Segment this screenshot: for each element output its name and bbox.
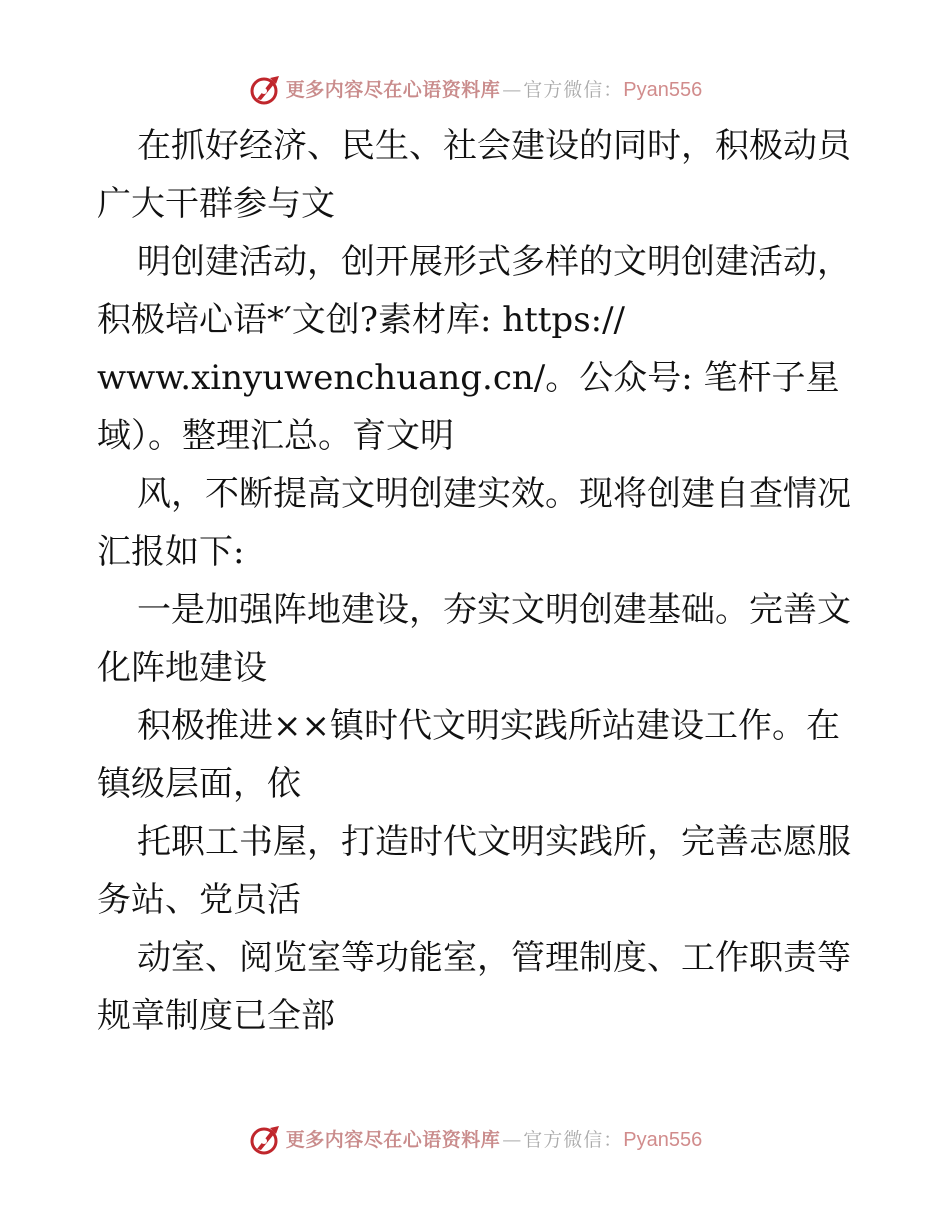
- body-line: 规章制度已全部: [97, 996, 335, 1036]
- quill-logo-icon: [248, 1123, 282, 1157]
- body-line: 风，不断提高文明创建实效。现将创建自查情况: [137, 474, 851, 514]
- wechat-handle: Pyan556: [623, 1129, 703, 1151]
- quill-logo-icon: [248, 73, 282, 107]
- site-slogan: 更多内容尽在心语资料库: [285, 78, 501, 101]
- separator-dash: —: [502, 1128, 522, 1151]
- document-body: [97, 117, 867, 1045]
- body-line: 托职工书屋，打造时代文明实践所，完善志愿服: [137, 822, 851, 862]
- body-line: 广大干群参与文: [97, 184, 335, 224]
- wechat-label: 官方微信：: [523, 1128, 624, 1151]
- body-line: 在抓好经济、民生、社会建设的同时，积极动员: [137, 126, 851, 166]
- site-slogan: 更多内容尽在心语资料库: [285, 1128, 501, 1151]
- body-line: 明创建活动，创开展形式多样的文明创建活动，: [137, 242, 851, 282]
- body-line: 域）。整理汇总。育文明: [97, 416, 454, 456]
- body-line: www.xinyuwenchuang.cn/。公众号: 笔杆子星: [97, 358, 840, 398]
- body-line: 动室、阅览室等功能室，管理制度、工作职责等: [137, 938, 851, 978]
- body-line: 镇级层面，依: [97, 764, 301, 804]
- body-line: 积极培心语*′文创?素材库: https://: [97, 300, 626, 340]
- body-line: 一是加强阵地建设，夯实文明创建基础。完善文: [137, 590, 851, 630]
- wechat-label: 官方微信：: [523, 78, 624, 101]
- body-line: 积极推进××镇时代文明实践所站建设工作。在: [137, 706, 840, 746]
- body-line: 汇报如下:: [97, 532, 245, 572]
- body-line: 务站、党员活: [97, 880, 301, 920]
- header-banner: [0, 68, 950, 112]
- separator-dash: —: [502, 78, 522, 101]
- body-line: 化阵地建设: [97, 648, 267, 688]
- wechat-handle: Pyan556: [623, 79, 703, 101]
- footer-banner: [0, 1118, 950, 1162]
